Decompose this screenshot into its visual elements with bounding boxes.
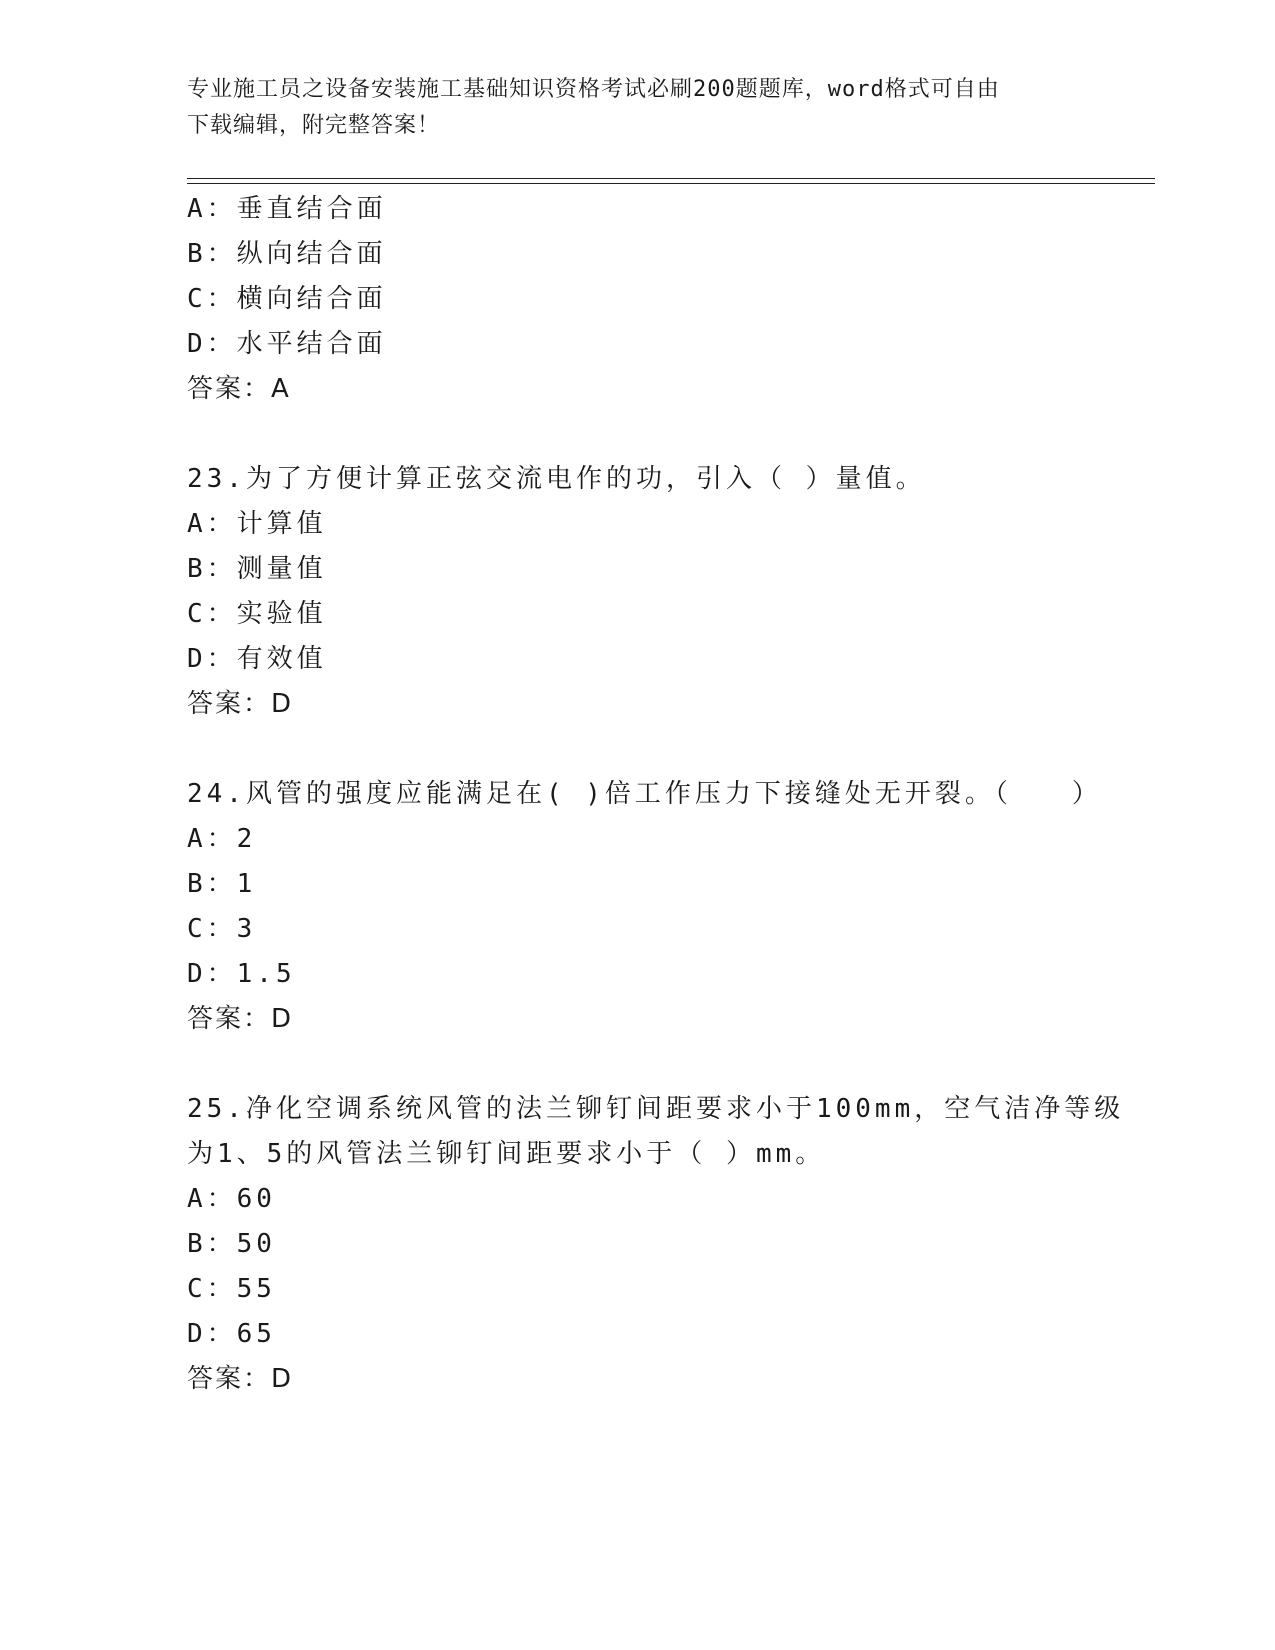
q22-answer: 答案：A (187, 374, 291, 404)
header-divider-top (187, 178, 1155, 179)
q24-option-d: D：1.5 (187, 959, 296, 989)
q24-option-c: C：3 (187, 914, 257, 944)
q22-option-a: A：垂直结合面 (187, 194, 387, 224)
q25-option-c: C：55 (187, 1274, 276, 1304)
q24-answer: 答案：D (187, 1004, 294, 1034)
header-divider-bottom (187, 183, 1155, 184)
header-line-2: 下载编辑，附完整答案！ (187, 113, 441, 138)
q24-question: 24.风管的强度应能满足在( )倍工作压力下接缝处无开裂。（ ） (187, 779, 1102, 809)
q23-option-c: C：实验值 (187, 599, 327, 629)
q22-option-b: B：纵向结合面 (187, 239, 387, 269)
q22-option-d: D：水平结合面 (187, 329, 387, 359)
q23-option-d: D：有效值 (187, 644, 327, 674)
q25-question-line-1: 25.净化空调系统风管的法兰铆钉间距要求小于100mm，空气洁净等级 (187, 1094, 1125, 1124)
q23-answer: 答案：D (187, 689, 294, 719)
q23-option-b: B：测量值 (187, 554, 327, 584)
document-header (187, 72, 1077, 144)
header-line-1: 专业施工员之设备安装施工基础知识资格考试必刷200题题库，word格式可自由 (187, 77, 1000, 102)
q24-option-a: A：2 (187, 824, 257, 854)
q25-option-b: B：50 (187, 1229, 276, 1259)
q23-question: 23.为了方便计算正弦交流电作的功，引入（ ）量值。 (187, 464, 926, 494)
q22-option-c: C：横向结合面 (187, 284, 387, 314)
q24-option-b: B：1 (187, 869, 257, 899)
q25-option-d: D：65 (187, 1319, 276, 1349)
q25-answer: 答案：D (187, 1364, 294, 1394)
q25-question-line-2: 为1、5的风管法兰铆钉间距要求小于（ ）mm。 (187, 1139, 826, 1169)
q23-option-a: A：计算值 (187, 509, 327, 539)
q25-option-a: A：60 (187, 1184, 276, 1214)
